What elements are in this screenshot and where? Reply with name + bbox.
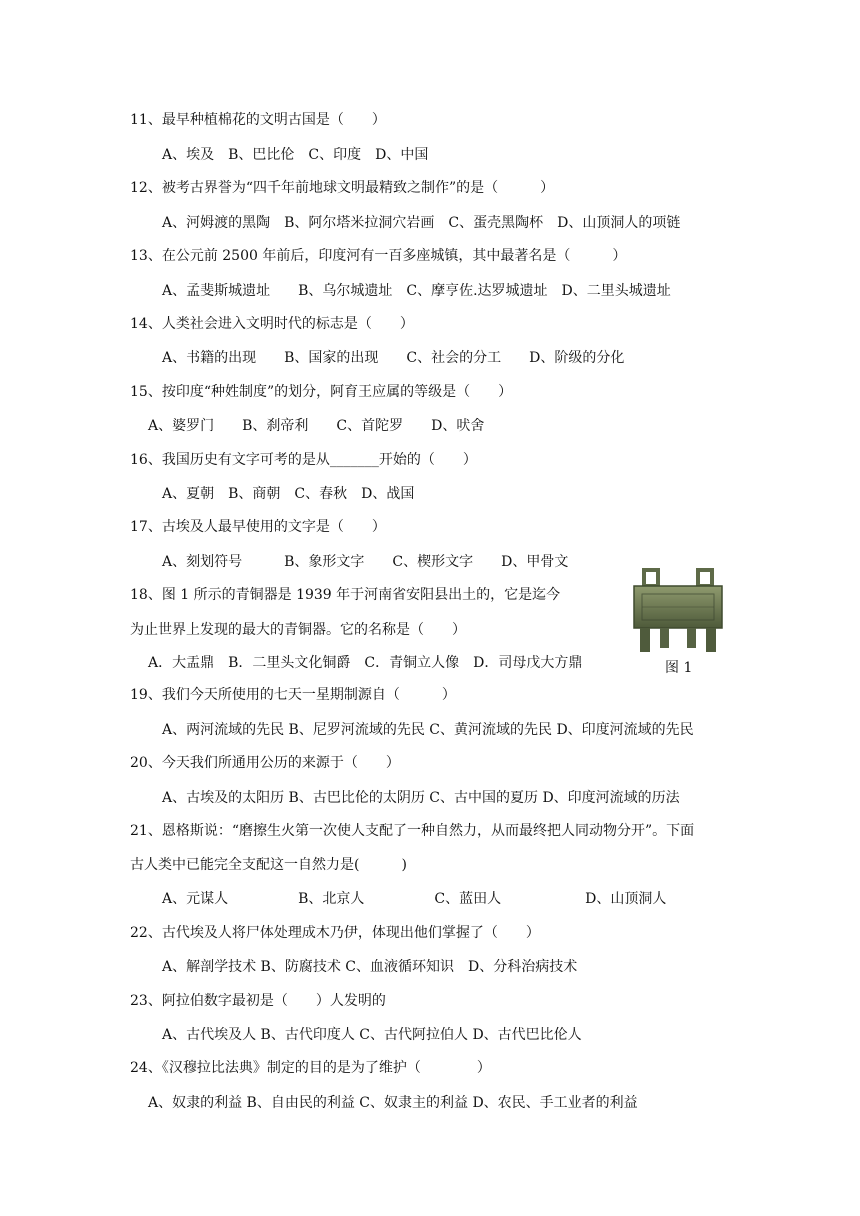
question-23: 23、阿拉伯数字最初是（ ）人发明的 xyxy=(130,993,386,1009)
options-20: A、古埃及的太阳历 B、古巴比伦的太阴历 C、古中国的夏历 D、印度河流域的历法 xyxy=(148,790,680,806)
question-21: 21、恩格斯说：“磨擦生火第一次使人支配了一种自然力，从而最终把人同动物分开”。下面 xyxy=(130,823,695,839)
question-24: 24、《汉穆拉比法典》制定的目的是为了维护（ ） xyxy=(130,1060,491,1076)
options-24: A、奴隶的利益 B、自由民的利益 C、奴隶主的利益 D、农民、手工业者的利益 xyxy=(148,1095,638,1111)
options-13: A、孟斐斯城遗址 B、乌尔城遗址 C、摩亨佐.达罗城遗址 D、二里头城遗址 xyxy=(148,283,671,299)
bronze-ding-image xyxy=(628,568,728,660)
options-21: A、元谋人 B、北京人 C、蓝田人 D、山顶洞人 xyxy=(148,891,667,907)
question-13: 13、在公元前 2500 年前后，印度河有一百多座城镇，其中最著名是（ ） xyxy=(130,248,627,264)
question-15: 15、按印度“种姓制度”的划分，阿育王应属的等级是（ ） xyxy=(130,384,513,400)
options-11: A、埃及 B、巴比伦 C、印度 D、中国 xyxy=(148,147,429,163)
question-11: 11、最早种植棉花的文明古国是（ ） xyxy=(130,112,386,128)
question-21-cont: 古人类中已能完全支配这一自然力是( ) xyxy=(130,857,407,873)
question-12: 12、被考古界誉为“四千年前地球文明最精致之制作”的是（ ） xyxy=(130,180,555,196)
options-17: A、刻划符号 B、象形文字 C、楔形文字 D、甲骨文 xyxy=(148,554,569,570)
question-20: 20、今天我们所通用公历的来源于（ ） xyxy=(130,755,400,771)
question-19: 19、我们今天所使用的七天一星期制源自（ ） xyxy=(130,687,456,703)
options-19: A、两河流域的先民 B、尼罗河流域的先民 C、黄河流域的先民 D、印度河流域的先民 xyxy=(148,722,694,738)
options-16: A、夏朝 B、商朝 C、春秋 D、战国 xyxy=(148,486,415,502)
question-16: 16、我国历史有文字可考的是从_______开始的（ ） xyxy=(130,452,477,468)
options-22: A、解剖学技术 B、防腐技术 C、血液循环知识 D、分科治病技术 xyxy=(148,959,578,975)
question-18-cont: 为止世界上发现的最大的青铜器。它的名称是（ ） xyxy=(130,622,466,638)
question-18: 18、图 1 所示的青铜器是 1939 年于河南省安阳县出土的，它是迄今 xyxy=(130,587,561,603)
options-18: A．大盂鼎 B．二里头文化铜爵 C．青铜立人像 D．司母戊大方鼎 xyxy=(148,655,583,671)
question-22: 22、古代埃及人将尸体处理成木乃伊，体现出他们掌握了（ ） xyxy=(130,925,540,941)
options-15: A、婆罗门 B、刹帝利 C、首陀罗 D、吠舍 xyxy=(148,418,485,434)
figure-caption: 图 1 xyxy=(665,660,693,676)
options-23: A、古代埃及人 B、古代印度人 C、古代阿拉伯人 D、古代巴比伦人 xyxy=(148,1027,582,1043)
options-14: A、书籍的出现 B、国家的出现 C、社会的分工 D、阶级的分化 xyxy=(148,350,625,366)
options-12: A、河姆渡的黑陶 B、阿尔塔米拉洞穴岩画 C、蛋壳黑陶杯 D、山顶洞人的项链 xyxy=(148,215,681,231)
question-17: 17、古埃及人最早使用的文字是（ ） xyxy=(130,519,386,535)
question-14: 14、人类社会进入文明时代的标志是（ ） xyxy=(130,316,414,332)
